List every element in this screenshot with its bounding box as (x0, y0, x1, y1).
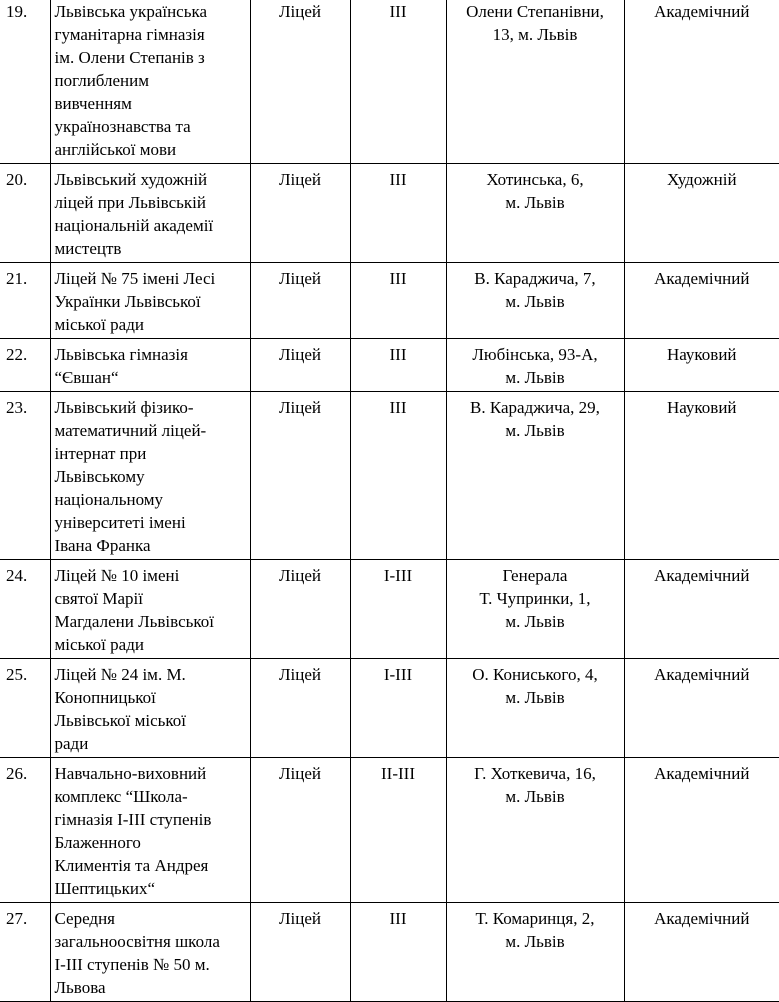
name-line: Львівська українська (54, 2, 208, 21)
level-text: III (389, 170, 407, 189)
school-level (350, 164, 446, 263)
name-line: міської ради (54, 315, 144, 334)
school-address (446, 392, 624, 560)
address-line: Г. Хоткевича, 16, (474, 764, 596, 783)
school-type (250, 758, 350, 903)
school-type (250, 659, 350, 758)
type-text: Ліцей (279, 909, 321, 928)
address-line: Олени Степанівни, (466, 2, 604, 21)
school-address (446, 659, 624, 758)
name-line: Конопницької (54, 688, 156, 707)
school-name (50, 263, 250, 339)
school-type (250, 560, 350, 659)
row-number (0, 758, 50, 903)
type-text: Ліцей (279, 566, 321, 585)
name-line: Магдалени Львівської (54, 612, 214, 631)
name-line: Блаженного (54, 833, 141, 852)
num-text: 22. (6, 345, 28, 364)
name-line: Українки Львівської (54, 292, 201, 311)
school-address (446, 263, 624, 339)
profile-text: Академічний (654, 269, 750, 288)
school-address (446, 339, 624, 392)
table-row (0, 758, 779, 903)
school-name (50, 392, 250, 560)
row-number (0, 903, 50, 1002)
type-text: Ліцей (279, 665, 321, 684)
address-line: м. Львів (505, 193, 565, 212)
school-profile (624, 263, 779, 339)
table-row (0, 392, 779, 560)
name-line: Львівський фізико- (54, 398, 194, 417)
level-text: III (389, 345, 407, 364)
name-line: вивченням (54, 94, 132, 113)
name-line: Львівському (54, 467, 145, 486)
type-text: Ліцей (279, 345, 321, 364)
profile-text: Академічний (654, 2, 750, 21)
name-line: національній академії (54, 216, 214, 235)
row-number (0, 392, 50, 560)
name-line: університеті імені (54, 513, 186, 532)
num-text: 21. (6, 269, 28, 288)
school-type (250, 392, 350, 560)
name-line: Львівський художній (54, 170, 208, 189)
num-text: 26. (6, 764, 28, 783)
school-name (50, 339, 250, 392)
num-text: 27. (6, 909, 28, 928)
address-line: м. Львів (505, 932, 565, 951)
school-type (250, 0, 350, 164)
school-level (350, 659, 446, 758)
name-line: комплекс “Школа- (54, 787, 188, 806)
row-number (0, 164, 50, 263)
address-line: О. Кониського, 4, (472, 665, 598, 684)
school-type (250, 164, 350, 263)
school-level (350, 0, 446, 164)
profile-text: Науковий (666, 345, 737, 364)
num-text: 23. (6, 398, 28, 417)
name-line: ради (54, 734, 89, 753)
name-line: міської ради (54, 635, 144, 654)
address-line: Т. Чупринки, 1, (479, 589, 591, 608)
address-line: Любінська, 93-А, (472, 345, 598, 364)
table-row (0, 263, 779, 339)
address-line: м. Львів (505, 787, 565, 806)
level-text: I-III (383, 665, 413, 684)
name-line: “Євшан“ (54, 368, 119, 387)
level-text: III (389, 398, 407, 417)
name-line: англійської мови (54, 140, 177, 159)
level-text: I-III (383, 566, 413, 585)
type-text: Ліцей (279, 398, 321, 417)
level-text: III (389, 269, 407, 288)
name-line: Середня (54, 909, 115, 928)
name-line: національному (54, 490, 164, 509)
name-line: мистецтв (54, 239, 122, 258)
row-number (0, 339, 50, 392)
school-level (350, 263, 446, 339)
type-text: Ліцей (279, 2, 321, 21)
name-line: Ліцей № 10 імені (54, 566, 180, 585)
school-name (50, 164, 250, 263)
address-line: Хотинська, 6, (486, 170, 584, 189)
level-text: III (389, 909, 407, 928)
name-line: Івана Франка (54, 536, 151, 555)
row-number (0, 263, 50, 339)
num-text: 24. (6, 566, 28, 585)
name-line: ім. Олени Степанів з (54, 48, 205, 67)
table-row (0, 903, 779, 1002)
school-level (350, 758, 446, 903)
school-address (446, 0, 624, 164)
address-line: Генерала (502, 566, 568, 585)
school-profile (624, 164, 779, 263)
school-profile (624, 339, 779, 392)
address-line: 13, м. Львів (492, 25, 578, 44)
address-line: м. Львів (505, 421, 565, 440)
address-line: м. Львів (505, 368, 565, 387)
type-text: Ліцей (279, 170, 321, 189)
level-text: III (389, 2, 407, 21)
profile-text: Художній (666, 170, 737, 189)
name-line: Львівська гімназія (54, 345, 188, 364)
school-address (446, 903, 624, 1002)
school-level (350, 392, 446, 560)
name-line: ліцей при Львівській (54, 193, 206, 212)
name-line: Шептицьких“ (54, 879, 156, 898)
name-line: загальноосвітня школа (54, 932, 220, 951)
name-line: Ліцей № 75 імені Лесі (54, 269, 216, 288)
school-profile (624, 560, 779, 659)
school-profile (624, 392, 779, 560)
level-text: II-III (381, 764, 415, 783)
profile-text: Академічний (654, 764, 750, 783)
school-level (350, 903, 446, 1002)
name-line: гімназія І-ІІІ ступенів (54, 810, 212, 829)
name-line: Ліцей № 24 ім. М. (54, 665, 186, 684)
name-line: інтернат при (54, 444, 147, 463)
num-text: 25. (6, 665, 28, 684)
school-level (350, 339, 446, 392)
name-line: Львівської міської (54, 711, 187, 730)
table-row (0, 659, 779, 758)
table-row (0, 164, 779, 263)
school-name (50, 0, 250, 164)
school-name (50, 903, 250, 1002)
school-address (446, 758, 624, 903)
row-number (0, 560, 50, 659)
name-line: святої Марії (54, 589, 143, 608)
profile-text: Академічний (654, 566, 750, 585)
profile-text: Академічний (654, 909, 750, 928)
table-row (0, 0, 779, 164)
table-row (0, 560, 779, 659)
address-line: м. Львів (505, 688, 565, 707)
school-type (250, 263, 350, 339)
profile-text: Академічний (654, 665, 750, 684)
name-line: І-ІІІ ступенів № 50 м. (54, 955, 210, 974)
school-address (446, 164, 624, 263)
school-name (50, 659, 250, 758)
name-line: поглибленим (54, 71, 149, 90)
school-name (50, 560, 250, 659)
school-profile (624, 758, 779, 903)
name-line: математичний ліцей- (54, 421, 207, 440)
address-line: м. Львів (505, 292, 565, 311)
school-type (250, 903, 350, 1002)
school-profile (624, 0, 779, 164)
school-profile (624, 903, 779, 1002)
row-number (0, 0, 50, 164)
address-line: Т. Комаринця, 2, (475, 909, 595, 928)
profile-text: Науковий (666, 398, 737, 417)
address-line: В. Караджича, 7, (474, 269, 596, 288)
num-text: 20. (6, 170, 28, 189)
name-line: гуманітарна гімназія (54, 25, 205, 44)
type-text: Ліцей (279, 764, 321, 783)
school-name (50, 758, 250, 903)
name-line: Навчально-виховний (54, 764, 207, 783)
school-address (446, 560, 624, 659)
num-text: 19. (6, 2, 28, 21)
address-line: м. Львів (505, 612, 565, 631)
type-text: Ліцей (279, 269, 321, 288)
address-line: В. Караджича, 29, (470, 398, 600, 417)
table-row (0, 339, 779, 392)
school-level (350, 560, 446, 659)
name-line: українознавства та (54, 117, 191, 136)
name-line: Климентія та Андрея (54, 856, 209, 875)
school-profile (624, 659, 779, 758)
name-line: Львова (54, 978, 106, 997)
row-number (0, 659, 50, 758)
school-type (250, 339, 350, 392)
